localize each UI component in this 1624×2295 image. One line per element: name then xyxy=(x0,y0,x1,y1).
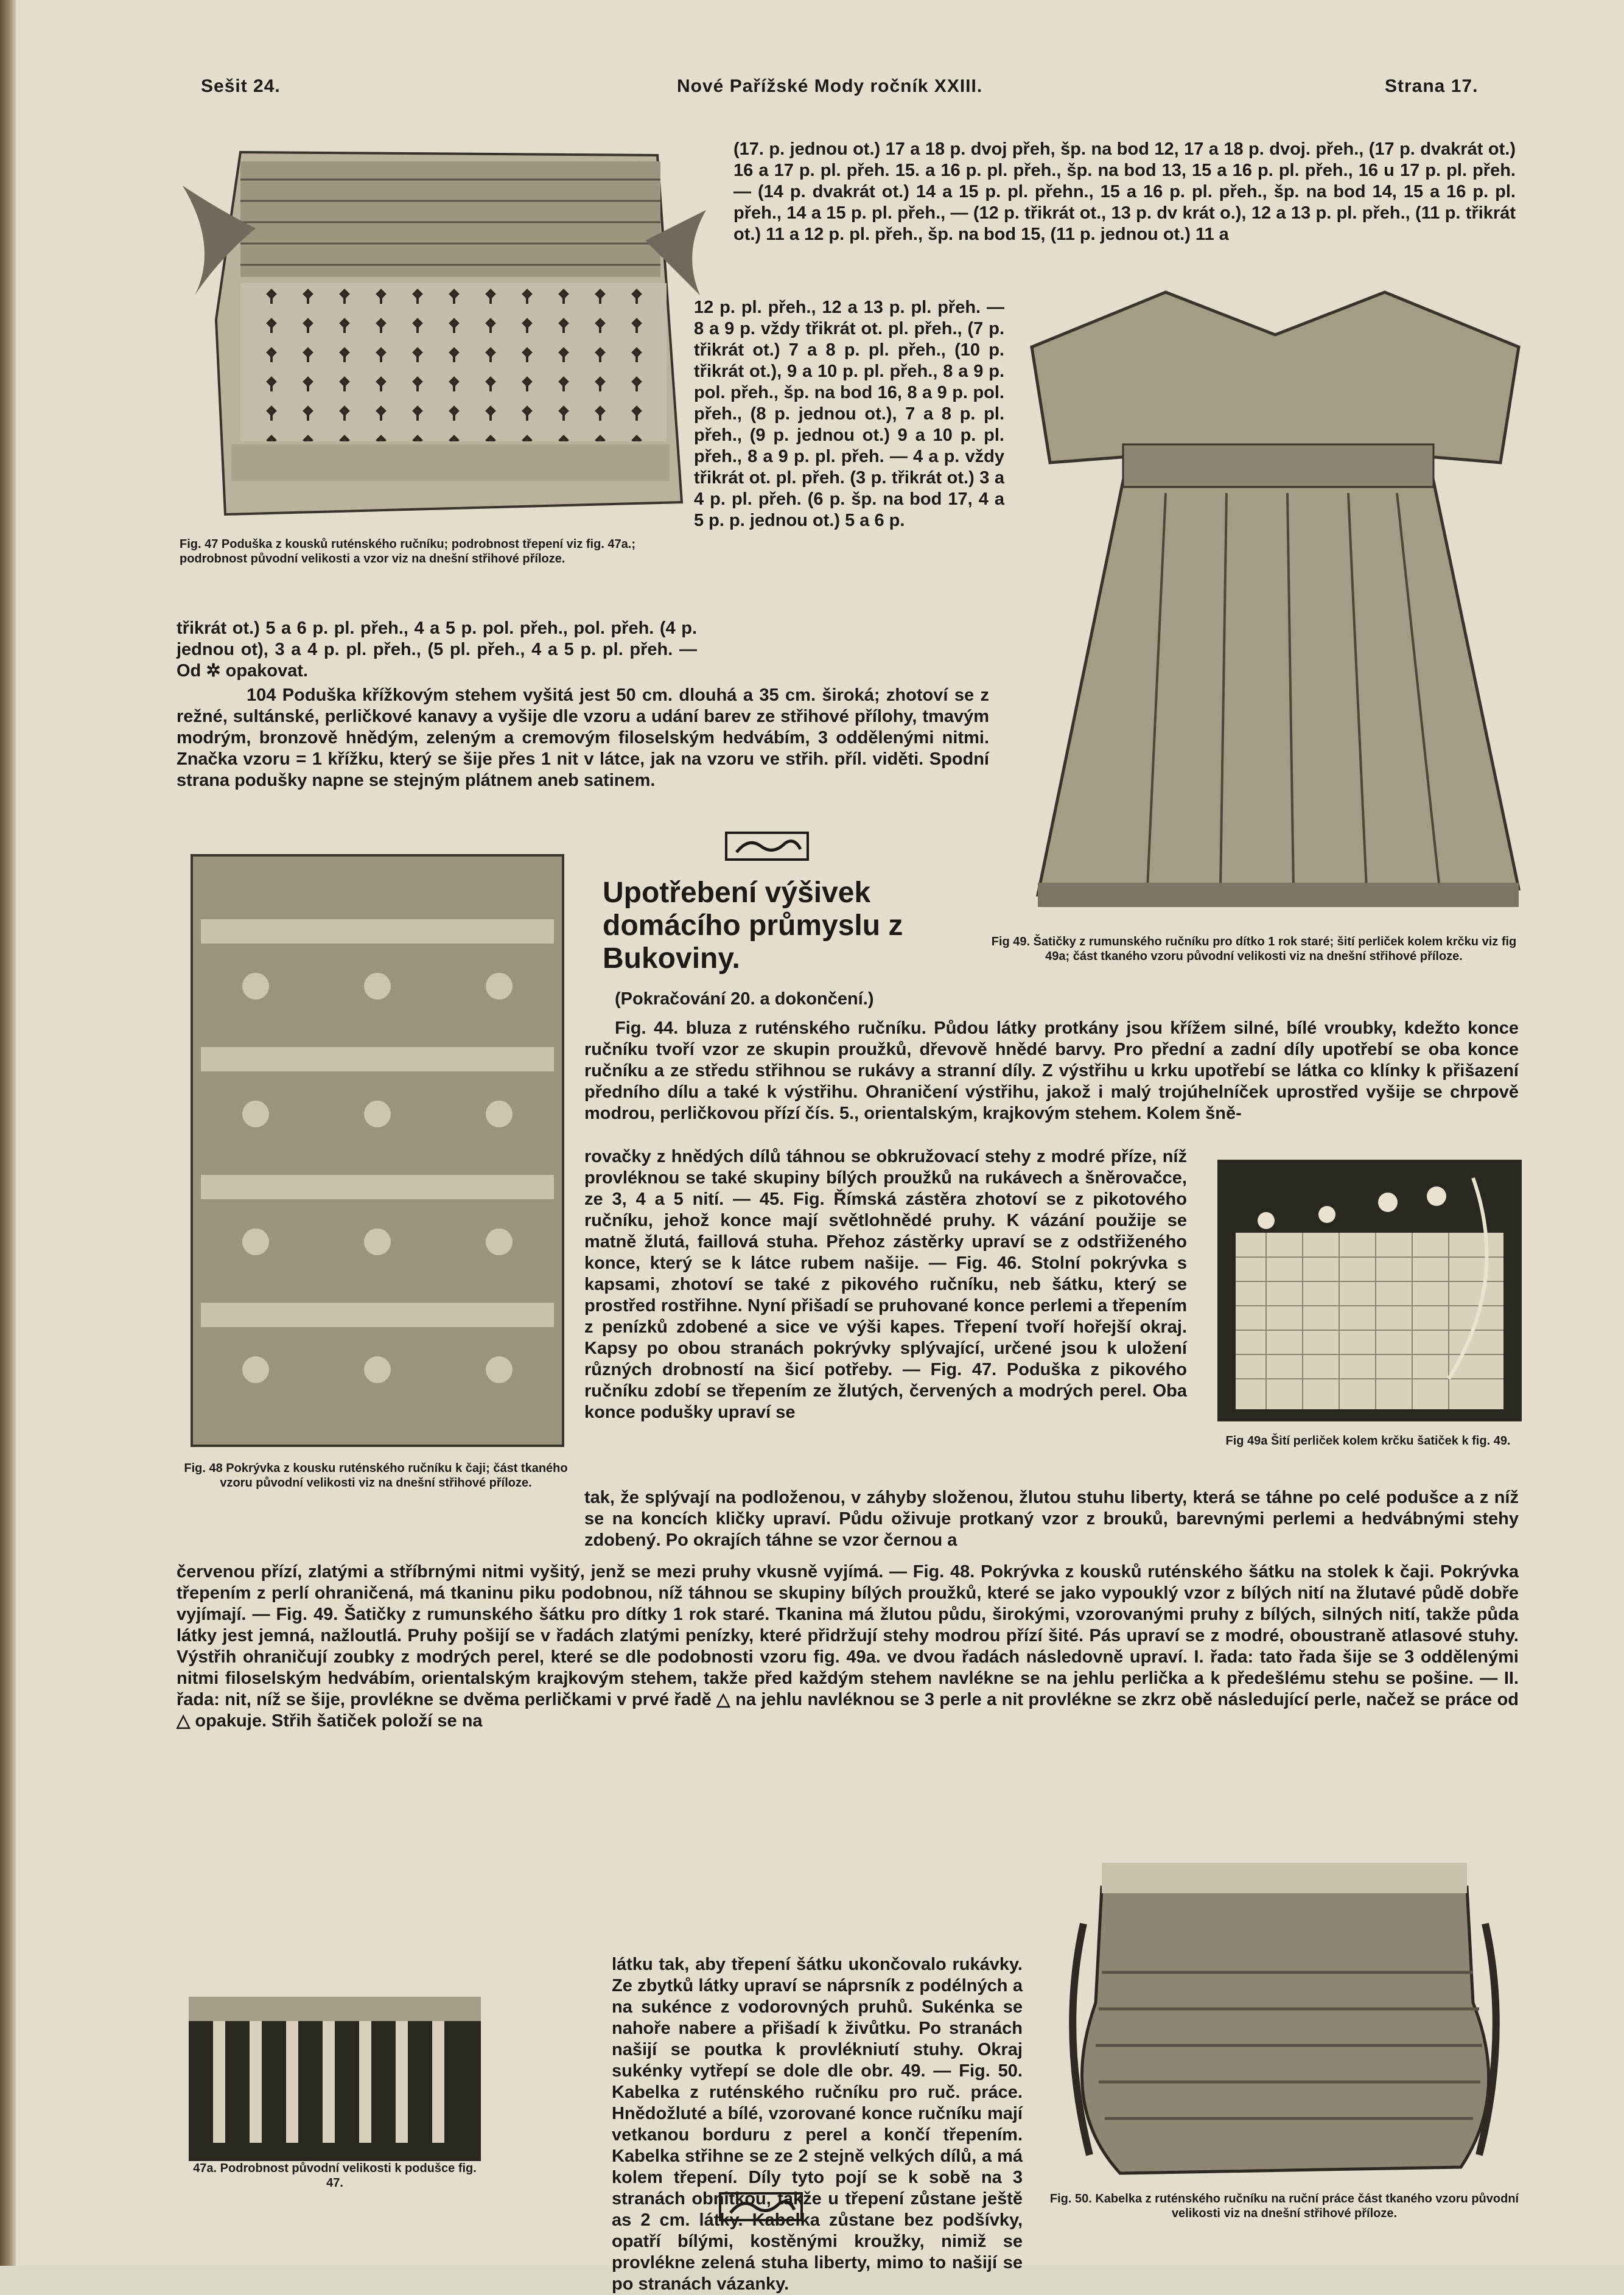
issue-number: Sešit 24. xyxy=(201,76,281,96)
fig48-tea-cover-image xyxy=(183,846,572,1455)
fig48-caption: Fig. 48 Pokrývka z kousku ruténského ručníku k čaji; část tkaného vzoru původní velikosti viz na dnešní střihové příloze. xyxy=(184,1462,568,1490)
fig47a-fringe-image xyxy=(189,1997,481,2161)
fig50-bag-image xyxy=(1047,1851,1522,2192)
fig49a-caption: Fig 49a Šití perliček kolem krčku šatiček k fig. 49. xyxy=(1225,1434,1511,1448)
paragraph-104: 104 Poduška křížkovým stehem vyšitá jest 50 cm. dlouhá a 35 cm. široká; zhotoví se z režné, sultánské, perličkové kanavy a vyšije dle vzoru a udání barev ze střihové přílohy, tmavým modrým, bronzově hnědým, zeleným a cremovým filoselským hedvábím, 3 oddělenými nitmi. Značka vzoru = 1 křížku, který se šije přes 1 nit v látce, jak na vzoru ve střih. příl. viděti. Spodní strana podušky napne se stejným plátnem aneb satinem. xyxy=(177,685,989,790)
article-paragraph-5: látku tak, aby třepení šátku ukončovalo rukávky. Ze zbytků látky upraví se náprsník z podélných a na sukénce z vodorovných pruhů. Sukénka se nahoře nabere a přišadí k živůtku. Po stranách našijí se poutka k provlékniutí stuhy. Okraj sukénky vytřepí se dole dle obr. 49. — Fig. 50. Kabelka z ruténského ručníku pro ruč. práce. Hnědožluté a bílé, vzorované konce ručníku mají vetkanou borduru z perel a končí třepením. Kabelka střihne se ze 2 stejně velkých dílů, a má kolem třepení. Díly tyto pojí se k sobě na 3 stranách obnitkou, takže u třepení zůstane ještě as 2 cm. látky. Kabelka zůstane bez podšívky, opatří bílými, kostěnými kroužky, nimiž se provlékne zelená stuha liberty, mimo to našijí se po stranách vázanky. xyxy=(612,1955,1023,2294)
fig49-dress-image xyxy=(1013,280,1537,919)
article-paragraph-1: Fig. 44. bluza z ruténského ručníku. Půdou látky protkány jsou křížem silné, bílé vroubky, kdežto konce ručníku tvoří vzor ze skupin proužků, dřevově hnědé barvy. Pro přední a zadní díly upotřebí se oba konce ručníku a ze středu střihnou se rukávy a stranní díly. Z výstřihu u krku upotřebí se látka co klínky k přišazení předního dílu a také k výstřihu. Ohraničení výstřihu, jakož i malý trojúhelníček uprostřed vyšije se chrpově modrou, perličkovou přízí čís. 5., orientalským, krajkovým stehem. Kolem šně- xyxy=(584,1018,1519,1123)
ornament-divider xyxy=(724,831,810,864)
fig49a-beading-image xyxy=(1217,1160,1522,1421)
text-narrow-column: 12 p. pl. přeh., 12 a 13 p. pl. přeh. — 8 a 9 p. vždy třikrát ot. pl. přeh., (7 p. třikrát ot.) 7 a 8 p. pl. přeh., (10 p. třikrát ot.), 9 a 10 p. pl. přeh., 8 a 9 p. pol. přeh., šp. na bod 16, 8 a 9 p. pol. přeh., (8 p. jednou ot.), 7 a 8 p. pl. přeh., (9 p. jednou ot.) 9 a 10 p. pl. přeh., 8 a 9 p. pl. přeh. — 4 a p. vždy třikrát ot. pl. přeh. (3 p. třikrát ot.) 3 a 4 p. pl. přeh. (6 p. šp. na bod 17, 4 a 5 p. p. jednou ot.) 5 a 6 p. xyxy=(694,298,1004,530)
fig47-cushion-image xyxy=(183,137,706,530)
text-left-block: třikrát ot.) 5 a 6 p. pl. přeh., 4 a 5 p. pol. přeh., pol. přeh. (4 p. jednou ot), 3 a 4 p. pl. přeh., (5 pl. přeh., 4 a 5 p. pl. přeh. — Od ✲ opakovat. xyxy=(177,618,697,681)
fig47-caption: Fig. 47 Poduška z kousků ruténského ručníku; podrobnost třepení viz fig. 47a.; podrobnost původní velikosti a vzor viz na dnešní střihové příloze. xyxy=(180,538,636,566)
magazine-title: Nové Pařížské Mody ročník XXIII. xyxy=(677,76,983,96)
article-paragraph-4: červenou přízí, zlatými a stříbrnými nitmi vyšitý, jenž se mezi pruhy vkusně vyjímá. — Fig. 48. Pokrývka z kousků ruténského šátku na stolek k čaji. Pokrývka třepením z perlí ohraničená, má tkaninu piku podobnou, níž táhnou se skupiny bílých proužků, které se jako vypouklý vzor z bílých nití na žlutavé půdě dobře vyjímají. — Fig. 49. Šatičky z rumunského šátku pro dítky 1 rok staré. Tkanina má žlutou půdu, širokými, vzorovanými pruhy z bílých, silných nití, takže půda látky jest jemná, nažloutlá. Pruhy pošijí se v řadách zlatými penízky, které přidržují stehy modrou přízí šité. Pás upraví se z modré, oboustraně atlasové stuhy. Výstřih ohraničují zoubky z modrých perel, které se dle podobnosti vzoru fig. 49a. ve dvou řadách následovně upraví. I. řada: tato řada šije se 3 oddělenými nitmi filoselským hedvábím, orientalským krajkovým stehem, takže před každým stehem navlékne se na jehlu perlička a k předešlému stehu se pošine. — II. řada: nit, níž se šije, provlékne se dvěma perličkami v prvé řadě △ na jehlu navléknou se 3 perle a nit provlékne se zkrz obě následující perle, načež se práce od △ opakuje. Střih šatiček položí se na xyxy=(177,1562,1519,1731)
book-binding xyxy=(0,0,16,2266)
fig47a-caption: 47a. Podrobnost původní velikosti k podušce fig. 47. xyxy=(193,2162,477,2190)
article-subheading: (Pokračování 20. a dokončení.) xyxy=(615,989,874,1009)
ornament-end xyxy=(718,2192,803,2225)
fig49-caption: Fig 49. Šatičky z rumunského ručníku pro dítko 1 rok staré; šití perliček kolem krčku viz fig 49a; část tkaného vzoru původní velikosti viz na dnešní střihové příloze. xyxy=(991,935,1517,963)
text-top-right: (17. p. jednou ot.) 17 a 18 p. dvoj přeh, šp. na bod 12, 17 a 18 p. dvoj. přeh., (17 p. dvakrát ot.) 16 a 17 p. pl. přeh. 15. a 16 p. pl. přeh., šp. na bod 13, 15 a 16 p. pl. přeh., 16 u 17 p. pl. přeh. — (14 p. dvakrát ot.) 14 a 15 p. pl. přehn., 15 a 16 p. pl. přeh., šp. na bod 14, 15 a 16 p. pl. přeh., 14 a 15 p. pl. přeh., — (12 p. třikrát ot., 13 p. dv krát o.), 12 a 13 p. pl. přeh., (11 p. třikrát ot.) 11 a 12 p. pl. přeh., šp. na bod 15, (11 p. jednou ot.) 11 a xyxy=(733,139,1516,244)
article-paragraph-3: tak, že splývají na podloženou, v záhyby složenou, žlutou stuhu liberty, která se táhne po celé podušce a z níž se na koncích kličky upraví. Půdu oživuje protkaný vzor z brouků, barevnými perlemi a hedvábnými stehy zdobený. Po okrajích táhne se vzor černou a xyxy=(584,1488,1519,1550)
article-paragraph-2: rovačky z hnědých dílů táhnou se obkružovací stehy z modré příze, níž provléknou se také skupiny bílých proužků na rukávech a šněrovačce, ze 3, 4 a 5 nití. — 45. Fig. Římská zástěra zhotoví se z pikotového ručníku, jehož konce mají světlohnědé pruhy. K vázání použije se matně žlutá, faillová stuha. Přehoz zástěrky upraví se z odstřiženého konce, který se k látce rubem našije. — Fig. 46. Stolní pokrývka s kapsami, zhotoví se také z pikového ručníku, neb šátku, který se prostřed rostřihne. Nyní přišadí se pruhované konce perlemi a třepením z penízků zdobené a sice ve výši kapes. Třepení tvoří hořejší okraj. Kapsy po obou stranách pokrývky splývající, určené jsou k uložení různých drobností na šicí potřeby. — Fig. 47. Poduška z pikového ručníku zdobí se třepením ze žlutých, červených a modrých perel. Oba konce podušky upraví se xyxy=(584,1147,1187,1422)
fig50-caption: Fig. 50. Kabelka z ruténského ručníku na ruční práce část tkaného vzoru původní velikosti viz na dnešní střihové příloze. xyxy=(1049,2192,1519,2220)
page-number: Strana 17. xyxy=(1385,76,1479,96)
article-heading: Upotřebení výšivek domácího průmyslu z Bukoviny. xyxy=(603,877,903,975)
